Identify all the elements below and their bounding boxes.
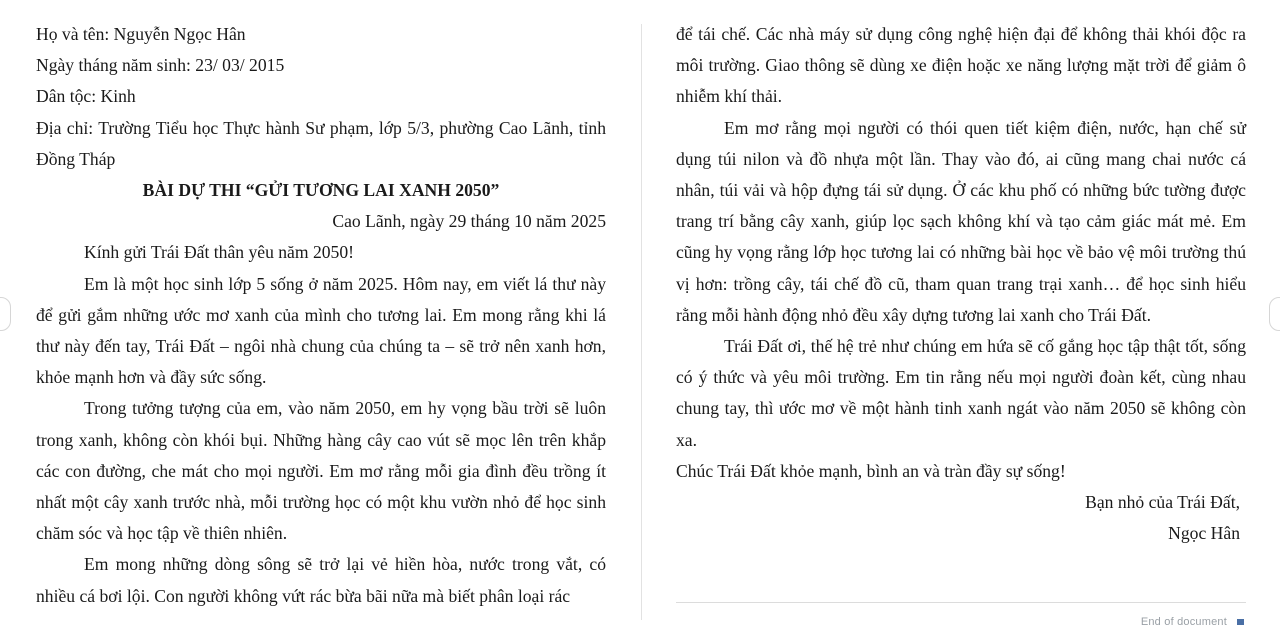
paragraph-4: Em mơ rằng mọi người có thói quen tiết kiệm điện, nước, hạn chế sử dụng túi nilon và đồ nhựa một lần. Thay vào đó, ai cũng mang chai nước cá nhân, túi vải và hộp đựng tái sử dụng. Ở các khu phố có những bức tường được trang trí bằng cây xanh, giúp lọc sạch không khí và tạo cảm giác mát mẻ. Em cũng hy vọng rằng lớp học tương lai có những bài học về bảo vệ môi trường thú vị hơn: trồng cây, tái chế đồ cũ, tham quan trang trại xanh… để học sinh hiểu rằng mỗi hành động nhỏ đều xây dựng tương lai xanh cho Trái Đất. [676, 117, 1246, 325]
signoff: Bạn nhỏ của Trái Đất, [1085, 492, 1240, 513]
right-page-column [676, 19, 1246, 549]
signature: Ngọc Hân [1168, 523, 1240, 544]
paragraph-3-continued: để tái chế. Các nhà máy sử dụng công nghệ hiện đại để không thải khói độc ra môi trường. Giao thông sẽ dùng xe điện hoặc xe năng lượng mặt trời để giảm ô nhiễm khí thải. [676, 24, 1246, 107]
end-of-document-rule [676, 602, 1246, 603]
student-dob: Ngày tháng năm sinh: 23/ 03/ 2015 [36, 55, 285, 76]
place-date: Cao Lãnh, ngày 29 tháng 10 năm 2025 [332, 211, 606, 232]
paragraph-5: Trái Đất ơi, thế hệ trẻ như chúng em hứa sẽ cố gắng học tập thật tốt, sống có ý thức và yêu môi trường. Em tin rằng nếu mọi người đoàn kết, cùng nhau chung tay, thì ước mơ về một hành tinh xanh ngát vào năm 2050 sẽ không còn xa. [676, 336, 1246, 450]
student-name: Họ và tên: Nguyễn Ngọc Hân [36, 24, 246, 44]
paragraph-3: Em mong những dòng sông sẽ trở lại vẻ hiền hòa, nước trong vắt, có nhiều cá bơi lội. Con người không vứt rác bừa bãi nữa mà biết phân loại rác [36, 554, 606, 606]
paragraph-1: Em là một học sinh lớp 5 sống ở năm 2025. Hôm nay, em viết lá thư này để gửi gắm những ước mơ xanh của mình cho tương lai. Em mong rằng khi lá thư này đến tay, Trái Đất – ngôi nhà chung của chúng ta – sẽ trở nên xanh hơn, khỏe mạnh hơn và đầy sức sống. [36, 273, 606, 388]
document-title: BÀI DỰ THI “GỬI TƯƠNG LAI XANH 2050” [142, 180, 500, 201]
student-address: Địa chỉ: Trường Tiểu học Thực hành Sư phạm, lớp 5/3, phường Cao Lãnh, tỉnh Đồng Tháp [36, 117, 606, 169]
next-page-handle[interactable] [1269, 297, 1280, 331]
previous-page-handle[interactable] [0, 297, 11, 331]
closing-wish: Chúc Trái Đất khỏe mạnh, bình an và tràn đầy sự sống! [676, 460, 1066, 481]
left-page-column [36, 19, 606, 612]
student-ethnicity: Dân tộc: Kinh [36, 86, 136, 107]
page-divider [641, 24, 642, 620]
letter-greeting: Kính gửi Trái Đất thân yêu năm 2050! [84, 242, 354, 263]
paragraph-2: Trong tưởng tượng của em, vào năm 2050, em hy vọng bầu trời sẽ luôn trong xanh, không còn khói bụi. Những hàng cây cao vút sẽ mọc lên trên khắp các con đường, che mát cho mọi người. Em mơ rằng mỗi gia đình đều trồng ít nhất một cây xanh trước nhà, mỗi trường học có một khu vườn nhỏ để học sinh chăm sóc và học tập về thiên nhiên. [36, 398, 606, 544]
end-of-document-label: End of document [1140, 616, 1227, 625]
end-marker-icon [1237, 619, 1244, 625]
